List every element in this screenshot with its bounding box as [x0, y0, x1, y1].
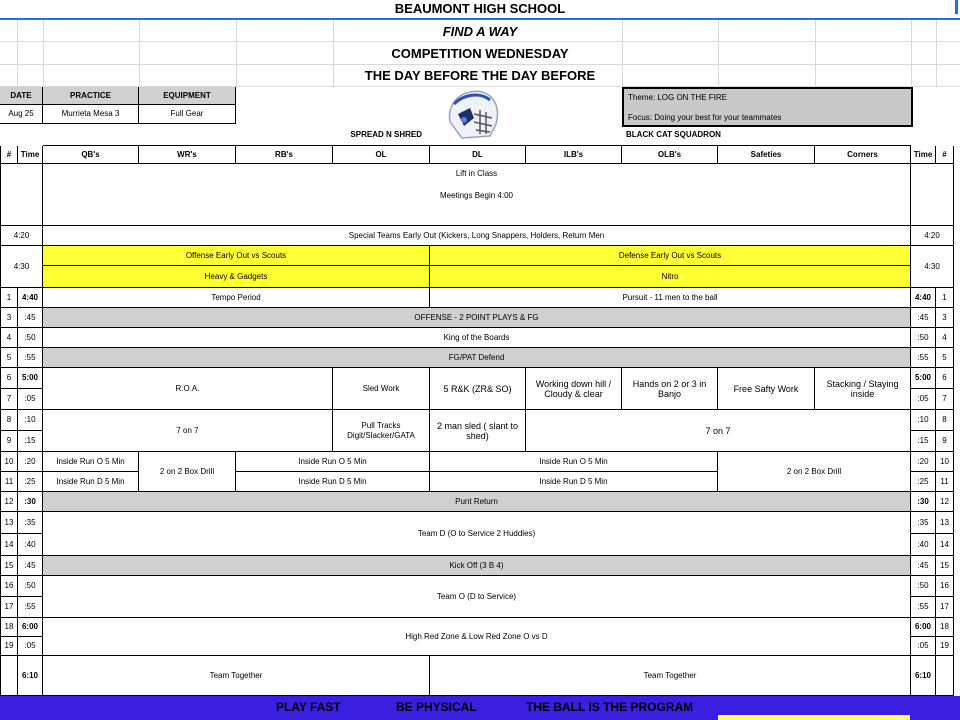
- period-number[interactable]: 15: [0, 556, 18, 576]
- period-time-right[interactable]: :30: [911, 492, 936, 512]
- period-time[interactable]: :35: [18, 512, 43, 534]
- footer-play-fast: PLAY FAST: [276, 700, 341, 714]
- time-420-right[interactable]: 4:20: [911, 226, 954, 246]
- period-time[interactable]: 6:00: [18, 618, 43, 637]
- date-value[interactable]: Aug 25: [0, 105, 43, 124]
- period-number-right[interactable]: 5: [936, 348, 954, 368]
- rb-ol-inside-run-o[interactable]: Inside Run O 5 Min: [236, 452, 430, 472]
- safety-work[interactable]: Free Safty Work: [718, 368, 815, 410]
- period-time-right[interactable]: :50: [911, 576, 936, 597]
- period-number[interactable]: 13: [0, 512, 18, 534]
- period-time-right[interactable]: 6:10: [911, 656, 936, 696]
- defense-unit-name[interactable]: BLACK CAT SQUADRON: [622, 124, 911, 146]
- motto-title: FIND A WAY: [442, 24, 518, 39]
- period-number[interactable]: 4: [0, 328, 18, 348]
- period-time[interactable]: :50: [18, 328, 43, 348]
- col-header-num[interactable]: #: [0, 146, 18, 164]
- footer-ball-program: THE BALL IS THE PROGRAM: [526, 700, 694, 714]
- period-time[interactable]: :50: [18, 576, 43, 597]
- offense-2pt-plays-fg[interactable]: OFFENSE - 2 POINT PLAYS & FG: [43, 308, 911, 328]
- king-of-the-boards[interactable]: King of the Boards: [43, 328, 911, 348]
- period-number[interactable]: 3: [0, 308, 18, 328]
- day-title: COMPETITION WEDNESDAY: [391, 46, 569, 61]
- team-o-period[interactable]: Team O (D to Service): [43, 576, 911, 618]
- col-header-time[interactable]: Time: [18, 146, 43, 164]
- period-time-right[interactable]: :05: [911, 389, 936, 410]
- equipment-label[interactable]: EQUIPMENT: [139, 87, 236, 105]
- focus-text: Focus: Doing your best for your teammates: [628, 113, 782, 122]
- defense-box-drill[interactable]: 2 on 2 Box Drill: [718, 452, 911, 492]
- dl-rk-drill[interactable]: 5 R&K (ZR& SO): [430, 368, 526, 410]
- period-number[interactable]: 1: [0, 288, 18, 308]
- col-header-rb[interactable]: RB's: [236, 146, 333, 164]
- time-430-right[interactable]: 4:30: [911, 246, 954, 288]
- defense-early-out[interactable]: Defense Early Out vs Scouts: [430, 246, 911, 266]
- period-time[interactable]: :10: [18, 410, 43, 431]
- period-time[interactable]: 6:10: [18, 656, 43, 696]
- defense-inside-run-d[interactable]: Inside Run D 5 Min: [430, 472, 718, 492]
- unit-row-gap: [430, 124, 622, 146]
- col-header-corners[interactable]: Corners: [815, 146, 911, 164]
- lift-row[interactable]: Lift in Class: [43, 164, 911, 184]
- pursuit-drill[interactable]: Pursuit - 11 men to the ball: [430, 288, 911, 308]
- fg-pat-defend[interactable]: FG/PAT Defend: [43, 348, 911, 368]
- period-number[interactable]: 17: [0, 597, 18, 618]
- team-d-period[interactable]: Team D (O to Service 2 Huddles): [43, 512, 911, 556]
- time-430[interactable]: 4:30: [0, 246, 43, 288]
- olb-hands-drill[interactable]: Hands on 2 or 3 in Banjo: [622, 368, 718, 410]
- period-time[interactable]: :05: [18, 637, 43, 656]
- offense-box-drill[interactable]: 2 on 2 Box Drill: [139, 452, 236, 492]
- period-time-right[interactable]: 4:40: [911, 288, 936, 308]
- period-number-right[interactable]: 17: [936, 597, 954, 618]
- period-number[interactable]: 10: [0, 452, 18, 472]
- defense-nitro[interactable]: Nitro: [430, 266, 911, 288]
- red-zone-period[interactable]: High Red Zone & Low Red Zone O vs D: [43, 618, 911, 656]
- period-time[interactable]: 4:40: [18, 288, 43, 308]
- period-number[interactable]: 14: [0, 534, 18, 556]
- blank-row[interactable]: [43, 208, 911, 226]
- period-number-right[interactable]: 1: [936, 288, 954, 308]
- period-number[interactable]: 8: [0, 410, 18, 431]
- date-label[interactable]: DATE: [0, 87, 43, 105]
- theme-text: Theme: LOG ON THE FIRE: [628, 93, 727, 102]
- period-time[interactable]: 5:00: [18, 368, 43, 389]
- period-number-right[interactable]: 19: [936, 637, 954, 656]
- offense-heavy-gadgets[interactable]: Heavy & Gadgets: [43, 266, 430, 288]
- period-number-right[interactable]: 16: [936, 576, 954, 597]
- period-time[interactable]: :55: [18, 597, 43, 618]
- col-header-ilb[interactable]: ILB's: [526, 146, 622, 164]
- tempo-period[interactable]: Tempo Period: [43, 288, 430, 308]
- period-time-right[interactable]: :25: [911, 472, 936, 492]
- offense-early-out[interactable]: Offense Early Out vs Scouts: [43, 246, 430, 266]
- period-number-right[interactable]: 13: [936, 512, 954, 534]
- period-number-right[interactable]: 4: [936, 328, 954, 348]
- offense-team-together[interactable]: Team Together: [43, 656, 430, 696]
- period-number-right[interactable]: 15: [936, 556, 954, 576]
- rb-ol-inside-run-d[interactable]: Inside Run D 5 Min: [236, 472, 430, 492]
- time-cell-empty[interactable]: [0, 164, 43, 226]
- punt-return[interactable]: Punt Return: [43, 492, 911, 512]
- period-time-right[interactable]: :20: [911, 452, 936, 472]
- kick-off[interactable]: Kick Off (3 B 4): [43, 556, 911, 576]
- period-number-right[interactable]: 10: [936, 452, 954, 472]
- period-number[interactable]: 16: [0, 576, 18, 597]
- defense-team-together[interactable]: Team Together: [430, 656, 911, 696]
- col-header-olb[interactable]: OLB's: [622, 146, 718, 164]
- col-header-dl[interactable]: DL: [430, 146, 526, 164]
- practice-value[interactable]: Murrieta Mesa 3: [43, 105, 139, 124]
- period-time[interactable]: :45: [18, 556, 43, 576]
- period-time-right[interactable]: :35: [911, 512, 936, 534]
- period-number[interactable]: [0, 656, 18, 696]
- period-number[interactable]: 7: [0, 389, 18, 410]
- defense-7-on-7[interactable]: 7 on 7: [526, 410, 911, 452]
- period-time[interactable]: :15: [18, 431, 43, 452]
- meetings-row[interactable]: Meetings Begin 4:00: [43, 184, 911, 208]
- col-header-num-right[interactable]: #: [936, 146, 954, 164]
- period-time[interactable]: :40: [18, 534, 43, 556]
- period-time-right[interactable]: 6:00: [911, 618, 936, 637]
- dl-two-man-sled[interactable]: 2 man sled ( slant to shed): [430, 410, 526, 452]
- defense-inside-run-o[interactable]: Inside Run O 5 Min: [430, 452, 718, 472]
- period-number-right[interactable]: [936, 656, 954, 696]
- col-header-time-right[interactable]: Time: [911, 146, 936, 164]
- period-number[interactable]: 6: [0, 368, 18, 389]
- period-time-right[interactable]: :05: [911, 637, 936, 656]
- period-time[interactable]: :25: [18, 472, 43, 492]
- period-time[interactable]: :45: [18, 308, 43, 328]
- period-time[interactable]: :05: [18, 389, 43, 410]
- period-time-right[interactable]: :50: [911, 328, 936, 348]
- period-number[interactable]: 19: [0, 637, 18, 656]
- subtitle-title: THE DAY BEFORE THE DAY BEFORE: [364, 68, 596, 83]
- footer-be-physical: BE PHYSICAL: [396, 700, 477, 714]
- period-number[interactable]: 5: [0, 348, 18, 368]
- period-time-right[interactable]: :40: [911, 534, 936, 556]
- ilb-downhill-drill[interactable]: Working down hill / Cloudy & clear: [526, 368, 622, 410]
- col-header-ol[interactable]: OL: [333, 146, 430, 164]
- theme-box[interactable]: [622, 87, 913, 127]
- period-number-right[interactable]: 7: [936, 389, 954, 410]
- period-time-right[interactable]: :10: [911, 410, 936, 431]
- practice-label[interactable]: PRACTICE: [43, 87, 139, 105]
- period-number-right[interactable]: 14: [936, 534, 954, 556]
- period-time-right[interactable]: :45: [911, 308, 936, 328]
- time-cell-empty-right[interactable]: [911, 164, 954, 226]
- roa-drill[interactable]: R.O.A.: [43, 368, 333, 410]
- col-header-qb[interactable]: QB's: [43, 146, 139, 164]
- period-number[interactable]: 18: [0, 618, 18, 637]
- period-time-right[interactable]: :45: [911, 556, 936, 576]
- period-number-right[interactable]: 3: [936, 308, 954, 328]
- period-number-right[interactable]: 8: [936, 410, 954, 431]
- offense-unit-name[interactable]: SPREAD N SHRED: [43, 124, 430, 146]
- period-number-right[interactable]: 11: [936, 472, 954, 492]
- ol-pull-tracks[interactable]: Pull Tracks Digit/Slacker/GATA: [333, 410, 430, 452]
- equipment-value[interactable]: Full Gear: [139, 105, 236, 124]
- period-time-right[interactable]: :55: [911, 597, 936, 618]
- col-header-safeties[interactable]: Safeties: [718, 146, 815, 164]
- period-number[interactable]: 11: [0, 472, 18, 492]
- qb-inside-run-d[interactable]: Inside Run D 5 Min: [43, 472, 139, 492]
- period-number[interactable]: 9: [0, 431, 18, 452]
- period-time[interactable]: :30: [18, 492, 43, 512]
- time-420[interactable]: 4:20: [0, 226, 43, 246]
- special-teams-early-out[interactable]: Special Teams Early Out (Kickers, Long Snappers, Holders, Return Men: [43, 226, 911, 246]
- col-header-wr[interactable]: WR's: [139, 146, 236, 164]
- period-number[interactable]: 12: [0, 492, 18, 512]
- period-number-right[interactable]: 9: [936, 431, 954, 452]
- corners-stacking-drill[interactable]: Stacking / Staying inside: [815, 368, 911, 410]
- ol-sled-work[interactable]: Sled Work: [333, 368, 430, 410]
- period-time[interactable]: :55: [18, 348, 43, 368]
- period-time-right[interactable]: :15: [911, 431, 936, 452]
- selected-cell-highlight: [718, 715, 910, 720]
- school-title: BEAUMONT HIGH SCHOOL: [394, 1, 566, 16]
- period-number-right[interactable]: 18: [936, 618, 954, 637]
- period-number-right[interactable]: 6: [936, 368, 954, 389]
- offense-7-on-7[interactable]: 7 on 7: [43, 410, 333, 452]
- period-number-right[interactable]: 12: [936, 492, 954, 512]
- period-time-right[interactable]: 5:00: [911, 368, 936, 389]
- period-time[interactable]: :20: [18, 452, 43, 472]
- period-time-right[interactable]: :55: [911, 348, 936, 368]
- qb-inside-run-o[interactable]: Inside Run O 5 Min: [43, 452, 139, 472]
